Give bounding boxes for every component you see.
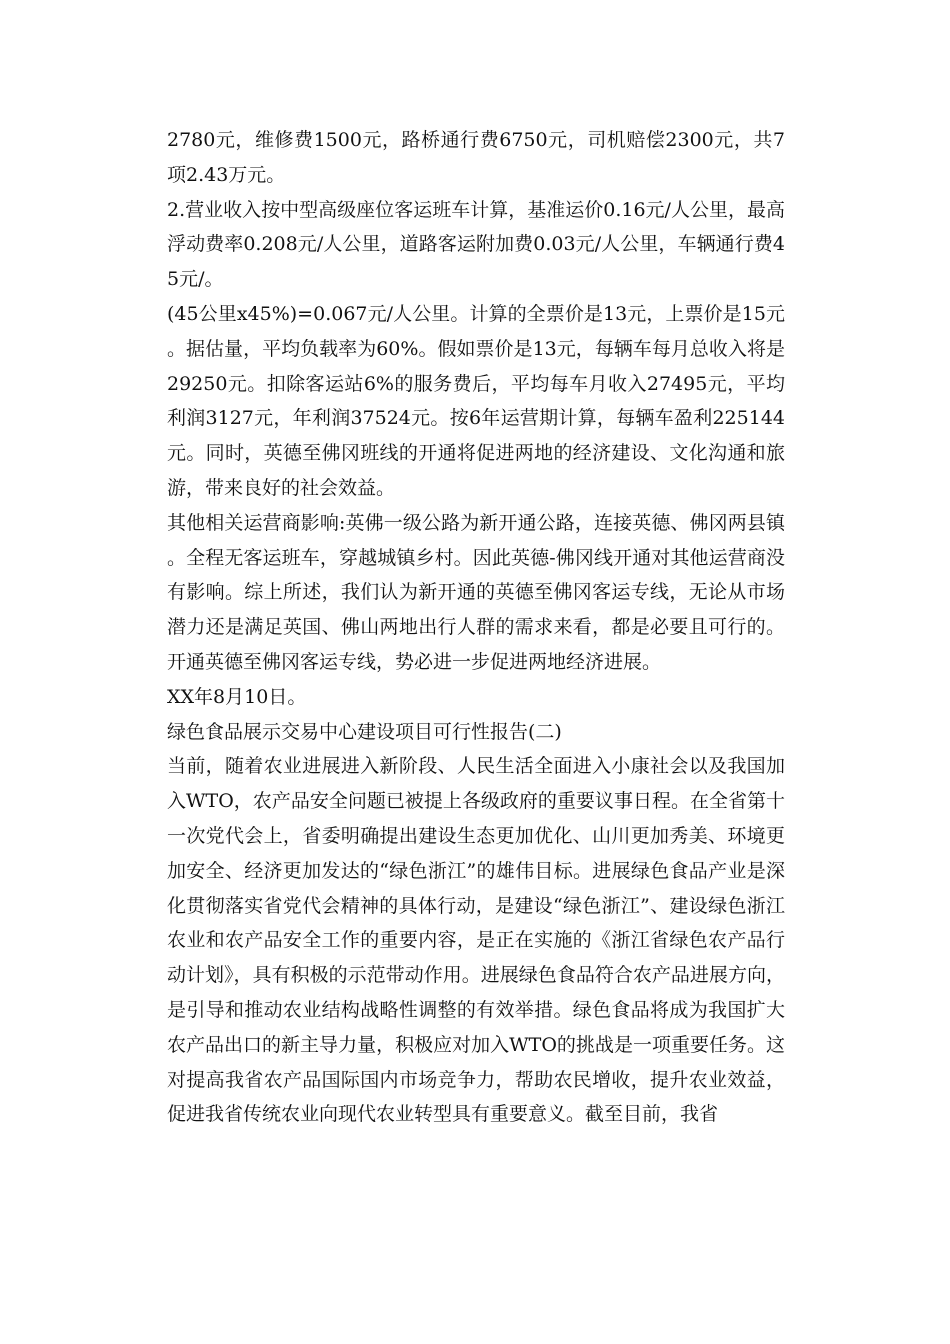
paragraph-revenue-basis: 2.营业收入按中型高级座位客运班车计算，基准运价0.16元/人公里，最高浮动费率0.208元/人公里，道路客运附加费0.03元/人公里，车辆通行费45元/。 [167, 198, 785, 291]
section-title: 绿色食品展示交易中心建设项目可行性报告(二) [167, 720, 562, 743]
paragraph-revenue-estimate: (45公里x45%)=0.067元/人公里。计算的全票价是13元，上票价是15元。据估量，平均负载率为60%。假如票价是13元，每辆车每月总收入将是29250元。扣除客运站6%的服务费后，平均每车月收入27495元，平均利润3127元，年利润37524元。按6年运营期计算，每辆车盈利225144元。同时，英德至佛冈班线的开通将促进两地的经济建设、文化沟通和旅游，带来良好的社会效益。 [167, 302, 785, 499]
document-body [167, 123, 785, 1132]
paragraph-cost-summary: 2780元，维修费1500元，路桥通行费6750元，司机赔偿2300元，共7项2.43万元。 [167, 129, 785, 186]
paragraph-green-food-intro: 当前，随着农业进展进入新阶段、人民生活全面进入小康社会以及我国加入WTO，农产品安全问题已被提上各级政府的重要议事日程。在全省第十一次党代会上，省委明确提出建设生态更加优化、山川更加秀美、环境更加安全、经济更加发达的“绿色浙江”的雄伟目标。进展绿色食品产业是深化贯彻落实省党代会精神的具体行动，是建设“绿色浙江”、建设绿色浙江农业和农产品安全工作的重要内容，是正在实施的《浙江省绿色农产品行动计划》，具有积极的示范带动作用。进展绿色食品符合农产品进展方向，是引导和推动农业结构战略性调整的有效举措。绿色食品将成为我国扩大农产品出口的新主导力量，积极应对加入WTO的挑战是一项重要任务。这对提高我省农产品国际国内市场竞争力，帮助农民增收，提升农业效益，促进我省传统农业向现代农业转型具有重要意义。截至目前，我省 [167, 755, 785, 1126]
paragraph-date: XX年8月10日。 [167, 685, 307, 708]
paragraph-operator-impact: 其他相关运营商影响:英佛一级公路为新开通公路，连接英德、佛冈两县镇。全程无客运班车，穿越城镇乡村。因此英德-佛冈线开通对其他运营商没有影响。综上所述，我们认为新开通的英德至佛冈客运专线，无论从市场潜力还是满足英国、佛山两地出行人群的需求来看，都是必要且可行的。开通英德至佛冈客运专线，势必进一步促进两地经济进展。 [167, 511, 785, 673]
